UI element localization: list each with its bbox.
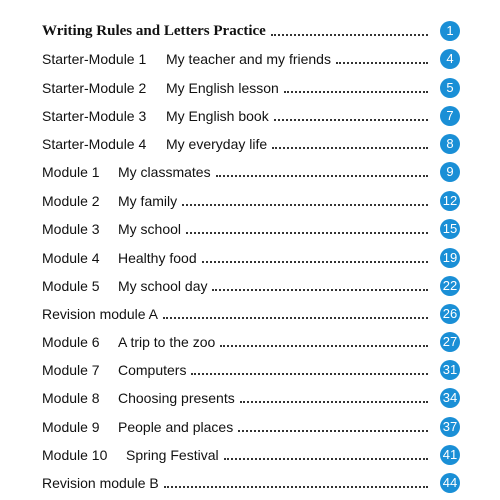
module-title: My English book <box>166 108 269 124</box>
module-name: Starter-Module 2 <box>42 80 147 96</box>
module-title: My teacher and my friends <box>166 51 331 67</box>
module-name: Revision module B <box>42 475 159 491</box>
module-name: Revision module A <box>42 306 158 322</box>
page-number-badge: 22 <box>440 276 460 296</box>
dot-leader <box>186 232 428 234</box>
page-number-badge: 26 <box>440 304 460 324</box>
toc-entry-label <box>42 332 218 352</box>
page-number-badge: 4 <box>440 49 460 69</box>
toc-entry[interactable] <box>42 332 462 352</box>
page-number-badge: 7 <box>440 106 460 126</box>
dot-leader <box>163 317 428 319</box>
module-title: My school day <box>118 278 208 294</box>
toc-heading-row[interactable] <box>42 21 462 41</box>
dot-leader <box>272 147 428 149</box>
page-number-badge: 1 <box>440 21 460 41</box>
dot-leader <box>164 486 428 488</box>
toc-entry-label <box>42 49 334 69</box>
page-number-badge: 31 <box>440 360 460 380</box>
module-title: My English lesson <box>166 80 279 96</box>
module-title: People and places <box>118 419 234 435</box>
page-number-badge: 8 <box>440 134 460 154</box>
page-number-badge: 19 <box>440 248 460 268</box>
toc-entry[interactable] <box>42 417 462 437</box>
module-name: Module 10 <box>42 447 108 463</box>
dot-leader <box>271 34 428 36</box>
module-name: Module 4 <box>42 250 100 266</box>
toc-heading-title: Writing Rules and Letters Practice <box>42 21 269 41</box>
module-name: Starter-Module 4 <box>42 136 147 152</box>
dot-leader <box>202 261 428 263</box>
toc-entry[interactable] <box>42 388 462 408</box>
module-name: Module 1 <box>42 164 100 180</box>
toc-entry[interactable] <box>42 445 462 465</box>
module-name: Module 9 <box>42 419 100 435</box>
toc-entry-label <box>42 276 210 296</box>
toc-entry[interactable] <box>42 473 462 493</box>
toc-entry[interactable] <box>42 134 462 154</box>
toc-entry-label <box>42 78 282 98</box>
toc-entry-label <box>42 473 162 493</box>
dot-leader <box>224 458 428 460</box>
module-title: My school <box>118 221 182 237</box>
module-name: Module 5 <box>42 278 100 294</box>
module-title: Spring Festival <box>126 447 219 463</box>
page-number-badge: 34 <box>440 388 460 408</box>
toc-entry[interactable] <box>42 219 462 239</box>
dot-leader <box>191 373 428 375</box>
toc-entry[interactable] <box>42 78 462 98</box>
toc-entry-label <box>42 304 161 324</box>
toc-entry-label <box>42 388 238 408</box>
toc-entry-label <box>42 360 189 380</box>
toc-entry[interactable] <box>42 162 462 182</box>
module-title: Healthy food <box>118 250 197 266</box>
module-name: Module 7 <box>42 362 100 378</box>
module-name: Module 3 <box>42 221 100 237</box>
page-number-badge: 15 <box>440 219 460 239</box>
module-title: My everyday life <box>166 136 268 152</box>
toc-entry[interactable] <box>42 360 462 380</box>
dot-leader <box>238 430 428 432</box>
page-number-badge: 41 <box>440 445 460 465</box>
dot-leader <box>240 401 428 403</box>
dot-leader <box>220 345 428 347</box>
toc-entry-label <box>42 248 200 268</box>
dot-leader <box>284 91 428 93</box>
dot-leader <box>212 289 428 291</box>
toc-entry-label <box>42 191 180 211</box>
dot-leader <box>336 62 428 64</box>
toc-entry[interactable] <box>42 276 462 296</box>
toc-entry[interactable] <box>42 49 462 69</box>
toc-entry-label <box>42 445 222 465</box>
module-name: Starter-Module 3 <box>42 108 147 124</box>
module-title: Choosing presents <box>118 390 235 406</box>
toc-entry-label <box>42 134 270 154</box>
module-title: Computers <box>118 362 187 378</box>
toc-entry[interactable] <box>42 304 462 324</box>
toc-entry-label <box>42 219 184 239</box>
toc-entry-label <box>42 417 236 437</box>
dot-leader <box>274 119 428 121</box>
module-name: Module 8 <box>42 390 100 406</box>
module-title: My family <box>118 193 178 209</box>
module-name: Starter-Module 1 <box>42 51 147 67</box>
toc-entry[interactable] <box>42 191 462 211</box>
toc-entry[interactable] <box>42 248 462 268</box>
page-number-badge: 9 <box>440 162 460 182</box>
module-title: My classmates <box>118 164 211 180</box>
page-number-badge: 27 <box>440 332 460 352</box>
module-title: A trip to the zoo <box>118 334 216 350</box>
toc-entry-label <box>42 106 272 126</box>
toc-entry-label <box>42 162 214 182</box>
dot-leader <box>182 204 428 206</box>
page-number-badge: 44 <box>440 473 460 493</box>
dot-leader <box>216 175 428 177</box>
page-number-badge: 5 <box>440 78 460 98</box>
toc-entry[interactable] <box>42 106 462 126</box>
page-number-badge: 12 <box>440 191 460 211</box>
page-number-badge: 37 <box>440 417 460 437</box>
module-name: Module 6 <box>42 334 100 350</box>
module-name: Module 2 <box>42 193 100 209</box>
